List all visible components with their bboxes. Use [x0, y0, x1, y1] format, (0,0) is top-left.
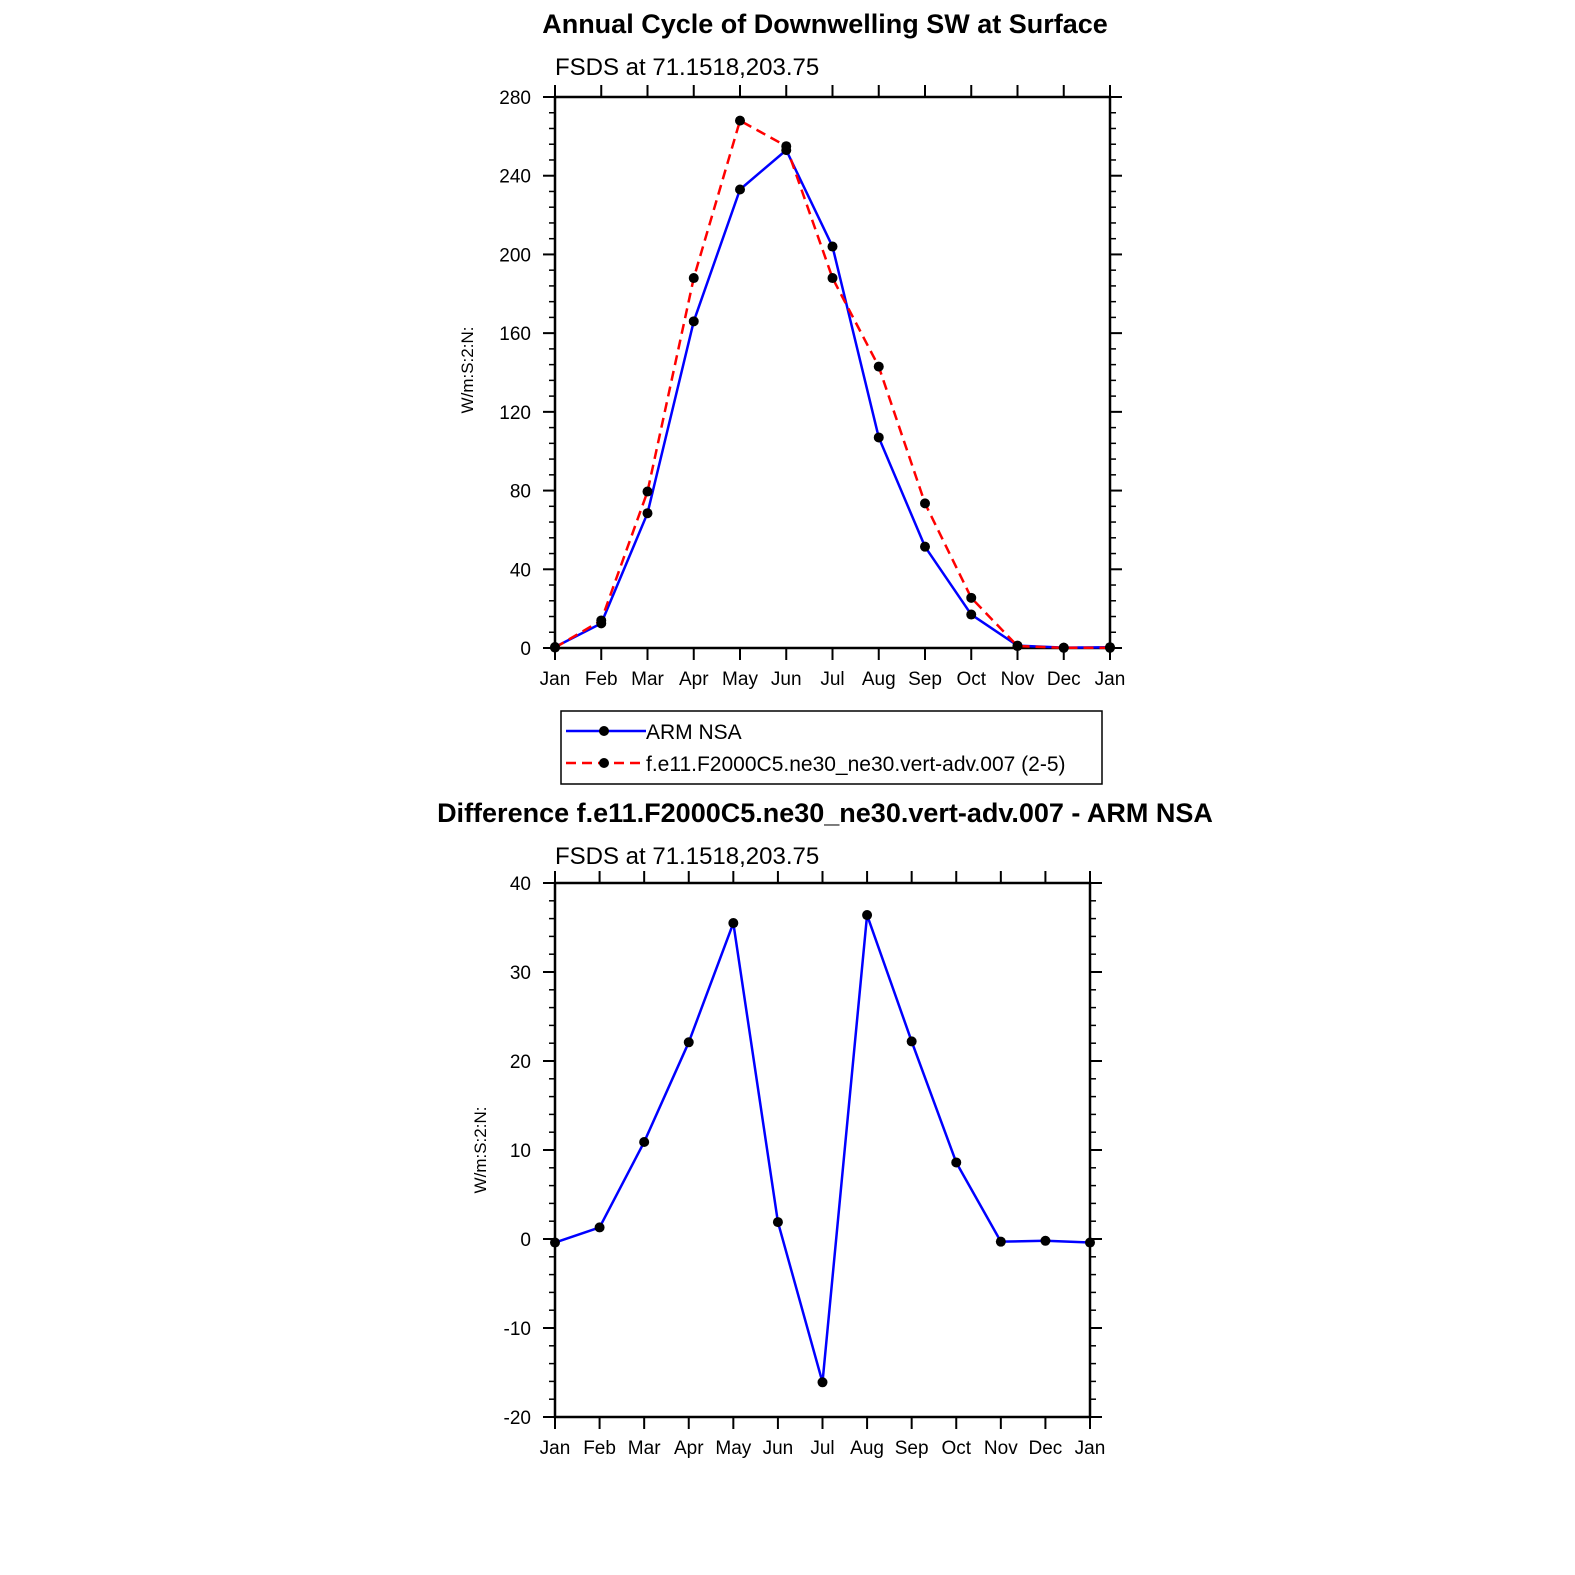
- x-tick-label: Feb: [584, 669, 618, 690]
- y-tick-label: 40: [509, 560, 531, 582]
- x-tick-label: Aug: [861, 669, 896, 690]
- data-point-series-1: [684, 1037, 694, 1047]
- y-tick-label: 0: [520, 1230, 531, 1251]
- legend-marker-series-1: [599, 726, 609, 736]
- data-point-series-2: [643, 487, 653, 497]
- y-tick-label: -20: [503, 1408, 531, 1429]
- data-point-series-1: [920, 542, 930, 552]
- data-point-series-1: [828, 242, 838, 252]
- y-tick-label: 80: [509, 481, 531, 503]
- data-point-series-2: [550, 643, 560, 653]
- legend-marker-series-2: [599, 758, 609, 768]
- data-point-series-2: [966, 593, 976, 603]
- x-tick-label: Dec: [1046, 669, 1081, 690]
- data-point-series-2: [920, 498, 930, 508]
- data-point-series-2: [1059, 643, 1069, 653]
- data-point-series-1: [728, 918, 738, 928]
- data-point-series-1: [735, 184, 745, 194]
- x-tick-label: Aug: [850, 1438, 884, 1459]
- x-tick-label: Dec: [1028, 1438, 1063, 1459]
- x-tick-label: Jan: [539, 669, 571, 690]
- chart-1-ylabel: W/m:S:2:N:: [458, 326, 477, 414]
- data-point-series-1: [1085, 1238, 1095, 1248]
- data-point-series-2: [828, 273, 838, 283]
- y-tick-label: 200: [499, 245, 531, 267]
- y-tick-label: 10: [509, 1141, 531, 1162]
- x-tick-label: Jan: [539, 1438, 571, 1459]
- data-point-series-2: [1105, 643, 1115, 653]
- y-tick-label: 280: [499, 88, 531, 109]
- chart-1-subtitle: FSDS at 71.1518,203.75: [555, 54, 820, 81]
- data-point-series-1: [874, 432, 884, 442]
- data-point-series-2: [689, 273, 699, 283]
- y-tick-label: -10: [503, 1319, 531, 1340]
- x-tick-label: Jun: [770, 669, 802, 690]
- x-tick-label: Jul: [810, 1438, 835, 1459]
- y-tick-label: 30: [509, 963, 531, 984]
- x-tick-label: Jun: [762, 1438, 794, 1459]
- data-point-series-2: [1013, 641, 1023, 651]
- y-tick-label: 0: [520, 639, 531, 660]
- chart-1-legend: [561, 711, 1102, 784]
- data-point-series-1: [966, 610, 976, 620]
- data-point-series-1: [689, 316, 699, 326]
- data-point-series-1: [643, 508, 653, 518]
- y-tick-label: 240: [499, 166, 531, 188]
- x-tick-label: Oct: [956, 669, 987, 690]
- x-tick-label: Feb: [583, 1438, 616, 1459]
- data-point-series-1: [951, 1157, 961, 1167]
- data-point-series-1: [639, 1137, 649, 1147]
- x-tick-label: Jan: [1074, 1438, 1106, 1459]
- x-tick-label: Jan: [1094, 669, 1126, 690]
- data-point-series-1: [595, 1222, 605, 1232]
- data-point-series-1: [550, 1238, 560, 1248]
- y-tick-label: 160: [499, 324, 531, 346]
- data-point-series-1: [996, 1237, 1006, 1247]
- data-point-series-1: [862, 910, 872, 920]
- chart-2-ylabel: W/m:S:2:N:: [471, 1106, 490, 1194]
- y-tick-label: 40: [509, 874, 531, 895]
- x-tick-label: Oct: [941, 1438, 972, 1459]
- data-point-series-2: [596, 615, 606, 625]
- chart-2-title: Difference f.e11.F2000C5.ne30_ne30.vert-adv.007 - ARM NSA: [437, 798, 1213, 828]
- data-point-series-1: [1040, 1236, 1050, 1246]
- chart-1-title: Annual Cycle of Downwelling SW at Surface: [542, 9, 1108, 39]
- x-tick-label: May: [715, 1438, 752, 1459]
- x-tick-label: Apr: [673, 1438, 704, 1459]
- legend-label-series-2: f.e11.F2000C5.ne30_ne30.vert-adv.007 (2-5): [646, 753, 1066, 776]
- data-point-series-1: [773, 1217, 783, 1227]
- x-tick-label: Nov: [1000, 669, 1035, 690]
- data-point-series-1: [818, 1377, 828, 1387]
- x-tick-label: Apr: [678, 669, 709, 690]
- x-tick-label: May: [722, 669, 758, 690]
- y-tick-label: 120: [499, 402, 531, 424]
- x-tick-label: Sep: [908, 669, 942, 690]
- x-tick-label: Mar: [631, 669, 664, 690]
- chart-2-subtitle: FSDS at 71.1518,203.75: [555, 843, 820, 870]
- legend-label-series-1: ARM NSA: [646, 721, 742, 744]
- x-tick-label: Jul: [820, 669, 845, 690]
- x-tick-label: Sep: [894, 1438, 929, 1459]
- x-tick-label: Nov: [983, 1438, 1018, 1459]
- y-tick-label: 20: [509, 1052, 531, 1073]
- data-point-series-2: [874, 362, 884, 372]
- data-point-series-1: [907, 1036, 917, 1046]
- x-tick-label: Mar: [627, 1438, 661, 1459]
- data-point-series-2: [781, 141, 791, 151]
- data-point-series-2: [735, 116, 745, 126]
